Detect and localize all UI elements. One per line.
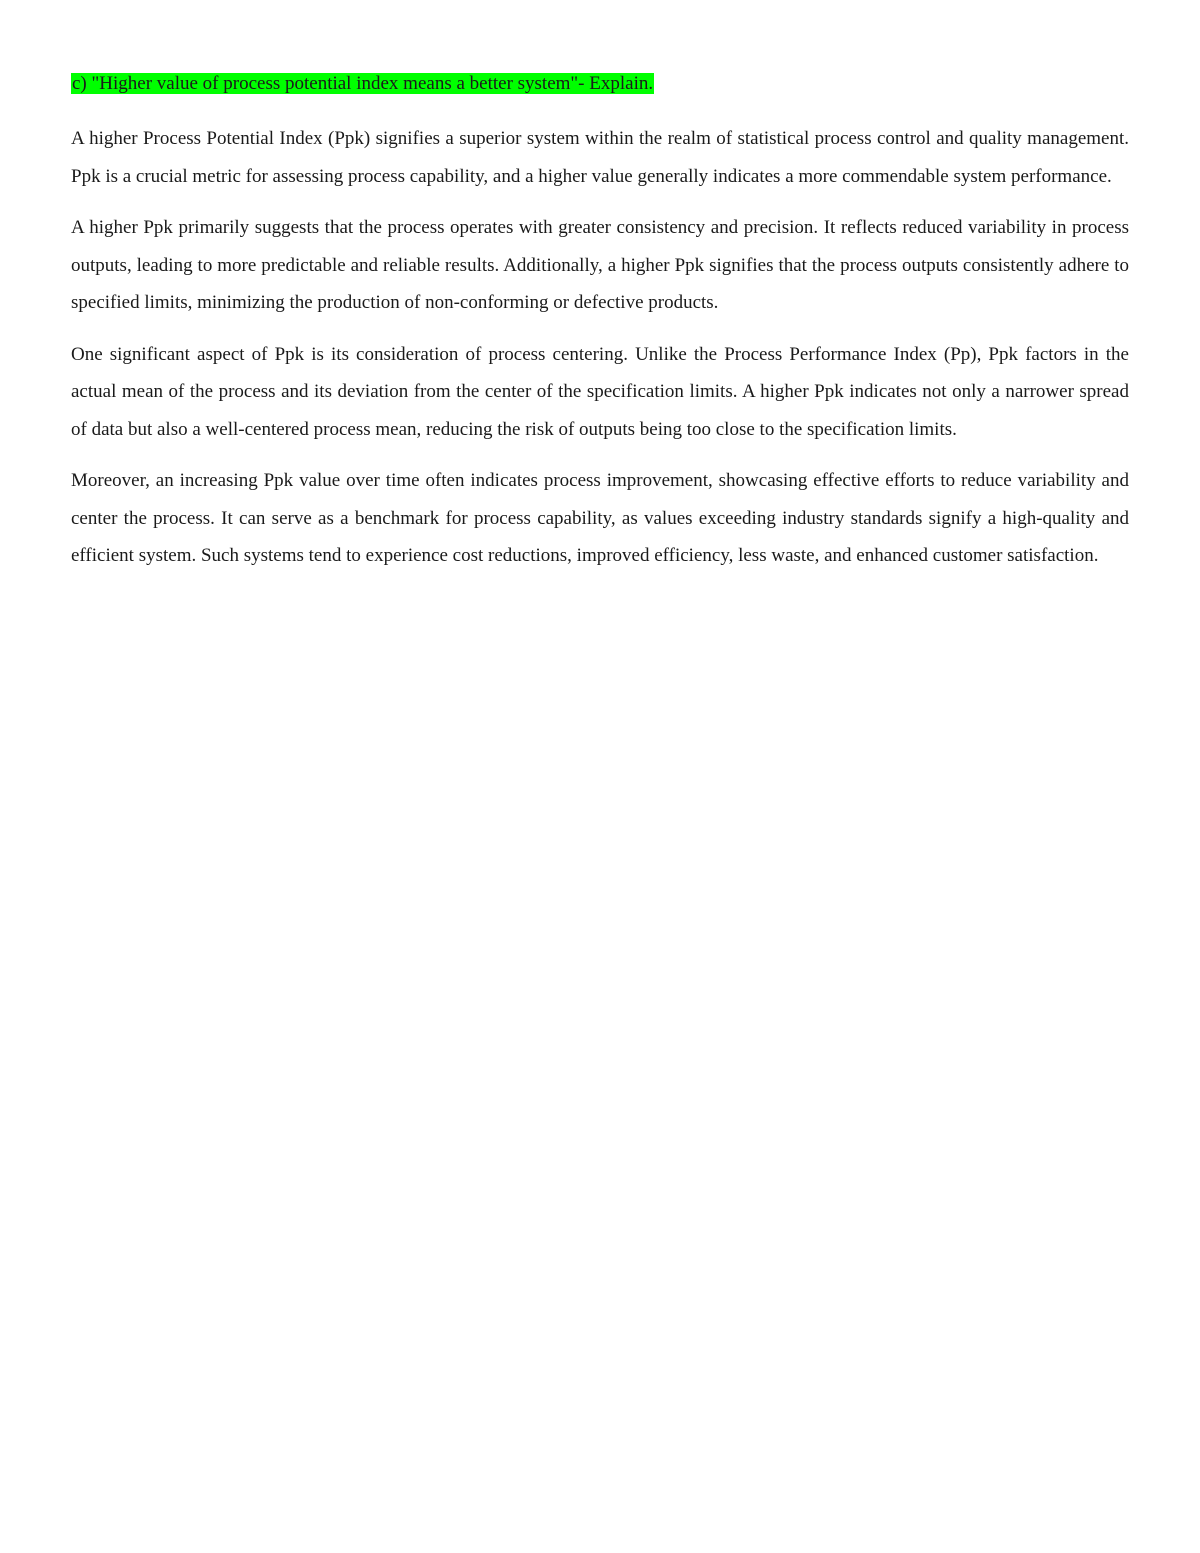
paragraph-4: Moreover, an increasing Ppk value over time often indicates process improvement, showcasing effective efforts to reduce variability and center the process. It can serve as a benchmark for process capability, as values exceeding industry standards signify a high-quality and efficient system. Such systems tend to experience cost reductions, improved efficiency, less waste, and enhanced customer satisfaction. <box>71 470 1129 566</box>
paragraph-3: One significant aspect of Ppk is its consideration of process centering. Unlike the Process Performance Index (Pp), Ppk factors in the actual mean of the process and its deviation from the center of the specification limits. A higher Ppk indicates not only a narrower spread of data but also a well-centered process mean, reducing the risk of outputs being too close to the specification limits. <box>71 343 1129 440</box>
paragraph-1: A higher Process Potential Index (Ppk) signifies a superior system within the realm of statistical process control and quality management. Ppk is a crucial metric for assessing process capability, and a higher value generally indicates a more commendable system performance. <box>71 128 1129 187</box>
question-heading <box>71 68 1129 100</box>
paragraph-2: A higher Ppk primarily suggests that the process operates with greater consistency and precision. It reflects reduced variability in process outputs, leading to more predictable and reliable results. Additionally, a higher Ppk signifies that the process outputs consistently adhere to specified limits, minimizing the production of non-conforming or defective products. <box>71 217 1129 313</box>
document-page <box>71 68 1129 589</box>
highlighted-question-text: c) "Higher value of process potential index means a better system"- Explain. <box>72 73 654 94</box>
